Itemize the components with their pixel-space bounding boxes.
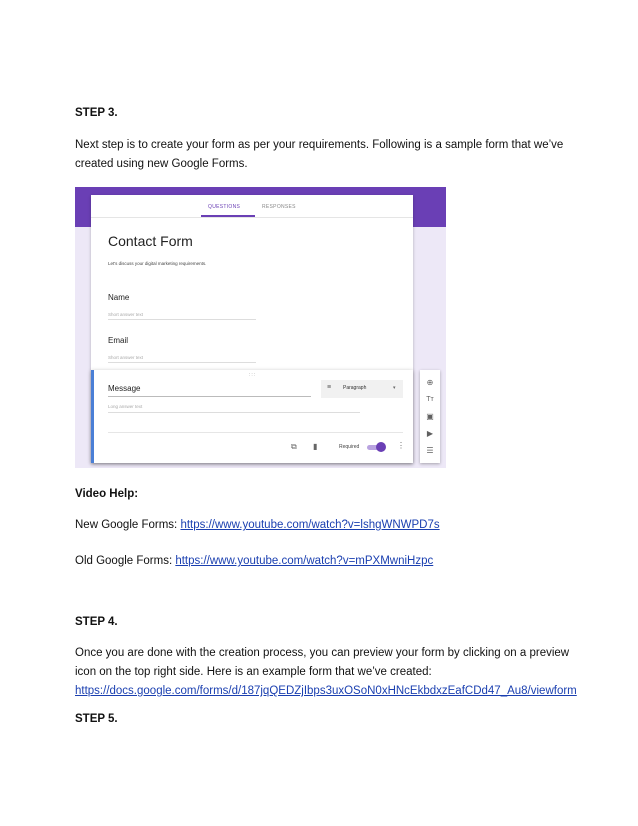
add-title-icon[interactable]: Tт xyxy=(426,396,434,403)
step-3-line-2: created using new Google Forms. xyxy=(75,158,248,170)
step-4-line-1: Once you are done with the creation process, you can preview your form by clicking on a preview xyxy=(75,647,570,659)
duplicate-icon[interactable]: ⧉ xyxy=(291,442,297,451)
question-toolbar xyxy=(420,370,440,463)
add-video-icon[interactable]: ▶ xyxy=(426,429,434,438)
question-name-hint: Short answer text xyxy=(108,312,144,317)
step-4-paragraph xyxy=(75,644,580,701)
step-3-heading: STEP 3. xyxy=(75,107,118,119)
question-email-label[interactable]: Email xyxy=(108,336,129,345)
video-help-new xyxy=(75,516,580,535)
step-5-heading: STEP 5. xyxy=(75,713,118,725)
question-type-dropdown[interactable] xyxy=(321,380,403,398)
step-4-line-2: icon on the top right side. Here is an example form that we’ve created: xyxy=(75,666,432,678)
question-type-label: Paragraph xyxy=(343,385,367,391)
new-forms-label: New Google Forms: xyxy=(75,519,181,531)
form-description[interactable]: Let's discuss your digital marketing requirements. xyxy=(108,261,207,266)
question-name-line xyxy=(108,319,256,320)
step-4-heading: STEP 4. xyxy=(75,616,118,628)
question-title-underline xyxy=(108,396,311,397)
delete-icon[interactable]: ▮ xyxy=(313,442,318,451)
add-image-icon[interactable]: ▣ xyxy=(426,412,434,421)
new-forms-link[interactable]: https://www.youtube.com/watch?v=lshgWNWPD7s xyxy=(180,519,440,531)
add-question-icon[interactable]: ⊕ xyxy=(426,378,434,387)
drag-handle-icon[interactable]: ::: xyxy=(249,372,257,378)
question-message-line xyxy=(108,412,360,413)
active-question-card[interactable] xyxy=(91,370,413,463)
active-question-indicator xyxy=(91,370,94,463)
question-email-hint: Short answer text xyxy=(108,355,144,360)
step-3-paragraph xyxy=(75,136,580,174)
question-message-label[interactable]: Message xyxy=(108,384,141,393)
tab-questions[interactable]: QUESTIONS xyxy=(208,204,241,210)
paragraph-icon: ≡ xyxy=(327,384,332,391)
more-options-icon[interactable]: ⋮ xyxy=(397,441,405,450)
question-footer-divider xyxy=(108,432,403,433)
video-help-heading: Video Help: xyxy=(75,488,139,500)
chevron-down-icon: ▾ xyxy=(393,385,396,391)
required-label: Required xyxy=(339,444,360,450)
question-email-line xyxy=(108,362,256,363)
add-section-icon[interactable]: ☰ xyxy=(426,446,434,455)
question-name-label[interactable]: Name xyxy=(108,293,130,302)
google-form-screenshot xyxy=(75,187,446,468)
question-message-hint: Long answer text xyxy=(108,404,143,409)
video-help-old xyxy=(75,552,580,571)
tab-responses[interactable]: RESPONSES xyxy=(262,204,296,210)
form-title[interactable]: Contact Form xyxy=(108,233,193,249)
old-forms-label: Old Google Forms: xyxy=(75,555,176,567)
required-toggle-knob[interactable] xyxy=(376,442,386,452)
step-3-line-1: Next step is to create your form as per your requirements. Following is a sample form that we’ve xyxy=(75,139,564,151)
example-form-link[interactable]: https://docs.google.com/forms/d/187jqQEDZjIbps3uxOSoN0xHNcEkbdxzEafCDd47_Au8/viewform xyxy=(75,685,577,697)
old-forms-link[interactable]: https://www.youtube.com/watch?v=mPXMwniHzpc xyxy=(175,555,434,567)
tab-divider xyxy=(91,217,413,218)
